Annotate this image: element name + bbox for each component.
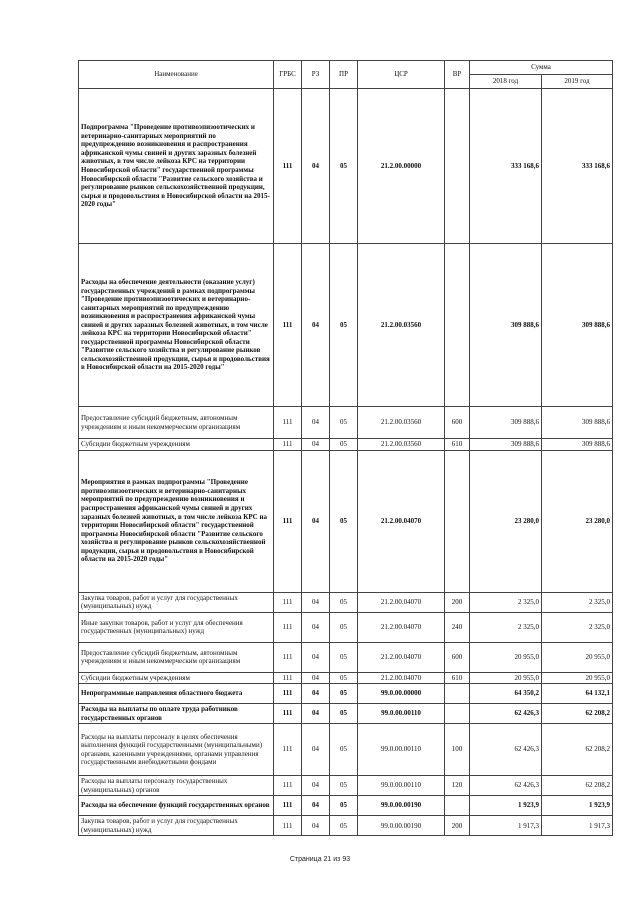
cell-sum-2019: 1 917,3: [542, 816, 613, 836]
cell-rz: 04: [302, 407, 330, 439]
cell-name: Предоставление субсидий бюджетным, автономным учреждениям и иным некоммерческим организациям: [79, 407, 274, 439]
cell-rz: 04: [302, 672, 330, 684]
cell-sum-2019: 64 132,1: [542, 684, 613, 704]
header-rz: РЗ: [302, 61, 330, 89]
cell-rz: 04: [302, 684, 330, 704]
cell-sum-2018: 20 955,0: [470, 672, 542, 684]
table-row: [79, 407, 613, 439]
cell-name: Предоставление субсидий бюджетным, автономным учреждениям и иным некоммерческим организациям: [79, 642, 274, 672]
cell-vr: 100: [445, 724, 470, 776]
table-row: [79, 724, 613, 776]
cell-sum-2018: 20 955,0: [470, 642, 542, 672]
cell-name: Субсидии бюджетным учреждениям: [79, 439, 274, 451]
cell-grbs: 111: [274, 684, 302, 704]
header-sum: Сумма: [470, 61, 613, 75]
cell-vr: [445, 796, 470, 816]
cell-sum-2019: 20 955,0: [542, 672, 613, 684]
cell-csr: 99.0.00.00110: [358, 724, 445, 776]
cell-pr: 05: [330, 407, 358, 439]
cell-grbs: 111: [274, 776, 302, 796]
cell-grbs: 111: [274, 244, 302, 407]
cell-name: Расходы на выплаты персоналу государственных (муниципальных) органов: [79, 776, 274, 796]
cell-rz: 04: [302, 89, 330, 244]
cell-csr: 21.2.00.03560: [358, 439, 445, 451]
cell-name: Расходы на обеспечение деятельности (оказание услуг) государственных учреждений в рамках подпрограммы "Проведение противоэпизоотических и ветеринарно-санитарных мероприятий по предупреждению возникновения и распространения африканской чумы свиней и других заразных болезней животных, в том числе лейкоза КРС на территории Новосибирской области" государственной программы Новосибирской области "Развитие сельского хозяйства и регулирование рынков сельскохозяйственной продукции, сырья и продовольствия в Новосибирской области на 2015-2020 годы": [79, 244, 274, 407]
cell-sum-2018: 2 325,0: [470, 592, 542, 612]
cell-pr: 05: [330, 89, 358, 244]
table-row: [79, 672, 613, 684]
cell-sum-2019: 20 955,0: [542, 642, 613, 672]
cell-pr: 05: [330, 796, 358, 816]
cell-rz: 04: [302, 244, 330, 407]
header-vr: ВР: [445, 61, 470, 89]
cell-grbs: 111: [274, 612, 302, 642]
table-row: [79, 776, 613, 796]
cell-grbs: 111: [274, 672, 302, 684]
cell-grbs: 111: [274, 816, 302, 836]
cell-rz: 04: [302, 724, 330, 776]
table-row: [79, 684, 613, 704]
cell-vr: 600: [445, 407, 470, 439]
cell-sum-2018: 62 426,3: [470, 776, 542, 796]
cell-pr: 05: [330, 439, 358, 451]
cell-vr: 600: [445, 642, 470, 672]
header-name: Наименование: [79, 61, 274, 89]
cell-sum-2018: 23 280,0: [470, 450, 542, 592]
cell-vr: 120: [445, 776, 470, 796]
cell-vr: [445, 89, 470, 244]
cell-pr: 05: [330, 724, 358, 776]
cell-sum-2019: 62 208,2: [542, 724, 613, 776]
cell-csr: 21.2.00.00000: [358, 89, 445, 244]
table-row: [79, 816, 613, 836]
cell-rz: 04: [302, 439, 330, 451]
cell-sum-2019: 1 923,9: [542, 796, 613, 816]
cell-grbs: 111: [274, 642, 302, 672]
cell-pr: 05: [330, 450, 358, 592]
cell-csr: 21.2.00.03560: [358, 407, 445, 439]
cell-sum-2018: 64 350,2: [470, 684, 542, 704]
cell-sum-2018: 309 888,6: [470, 244, 542, 407]
cell-sum-2019: 2 325,0: [542, 592, 613, 612]
cell-sum-2019: 23 280,0: [542, 450, 613, 592]
cell-csr: 99.0.00.00110: [358, 776, 445, 796]
cell-sum-2018: 333 168,6: [470, 89, 542, 244]
page-footer: Страница 21 из 93: [289, 856, 351, 863]
cell-name: Расходы на выплаты по оплате труда работников государственных органов: [79, 704, 274, 724]
cell-name: Мероприятия в рамках подпрограммы "Проведение противоэпизоотических и ветеринарно-санитарных мероприятий по предупреждению возникновения и распространения африканской чумы свиней и других заразных болезней животных, в том числе лейкоза КРС на территории Новосибирской области" государственной программы Новосибирской области "Развитие сельского хозяйства и регулирование рынков сельскохозяйственной продукции, сырья и продовольствия в Новосибирской области на 2015-2020 годы": [79, 450, 274, 592]
header-2018: 2018 год: [470, 75, 542, 89]
cell-sum-2019: 333 168,6: [542, 89, 613, 244]
cell-sum-2019: 62 208,2: [542, 704, 613, 724]
cell-name: Расходы на выплаты персоналу в целях обеспечения выполнения функций государственными (муниципальными) органами, казенными учреждениями, органами управления государственными внебюджетными фондами: [79, 724, 274, 776]
cell-csr: 21.2.00.04070: [358, 612, 445, 642]
cell-grbs: 111: [274, 704, 302, 724]
table-row: [79, 89, 613, 244]
cell-grbs: 111: [274, 724, 302, 776]
cell-name: Закупка товаров, работ и услуг для государственных (муниципальных) нужд: [79, 816, 274, 836]
cell-csr: 99.0.00.00000: [358, 684, 445, 704]
cell-name: Непрограммные направления областного бюджета: [79, 684, 274, 704]
cell-vr: [445, 244, 470, 407]
cell-rz: 04: [302, 704, 330, 724]
cell-grbs: 111: [274, 592, 302, 612]
cell-vr: [445, 704, 470, 724]
cell-pr: 05: [330, 684, 358, 704]
cell-grbs: 111: [274, 89, 302, 244]
cell-vr: [445, 684, 470, 704]
table-row: [79, 450, 613, 592]
cell-grbs: 111: [274, 407, 302, 439]
cell-csr: 21.2.00.03560: [358, 244, 445, 407]
cell-rz: 04: [302, 776, 330, 796]
cell-csr: 21.2.00.04070: [358, 672, 445, 684]
cell-grbs: 111: [274, 796, 302, 816]
cell-rz: 04: [302, 816, 330, 836]
cell-rz: 04: [302, 592, 330, 612]
cell-vr: [445, 450, 470, 592]
cell-pr: 05: [330, 642, 358, 672]
cell-name: Подпрограмма "Проведение противоэпизоотических и ветеринарно-санитарных мероприятий по предупреждению возникновения и распространения африканской чумы свиней и других заразных болезней животных, в том числе лейкоза КРС на территории Новосибирской области" государственной программы Новосибирской области "Развитие сельского хозяйства и регулирование рынков сельскохозяйственной продукции, сырья и продовольствия в Новосибирской области на 2015-2020 годы": [79, 89, 274, 244]
cell-sum-2019: 309 888,6: [542, 439, 613, 451]
table-row: [79, 439, 613, 451]
cell-rz: 04: [302, 450, 330, 592]
cell-sum-2019: 309 888,6: [542, 244, 613, 407]
cell-sum-2018: 309 888,6: [470, 439, 542, 451]
cell-vr: 200: [445, 816, 470, 836]
cell-pr: 05: [330, 244, 358, 407]
cell-rz: 04: [302, 612, 330, 642]
cell-name: Иные закупки товаров, работ и услуг для обеспечения государственных (муниципальных) нужд: [79, 612, 274, 642]
cell-sum-2018: 309 888,6: [470, 407, 542, 439]
cell-csr: 99.0.00.00110: [358, 704, 445, 724]
cell-rz: 04: [302, 642, 330, 672]
cell-csr: 21.2.00.04070: [358, 642, 445, 672]
cell-sum-2018: 1 917,3: [470, 816, 542, 836]
table-row: [79, 244, 613, 407]
cell-vr: 240: [445, 612, 470, 642]
header-csr: ЦСР: [358, 61, 445, 89]
cell-csr: 99.0.00.00190: [358, 816, 445, 836]
cell-pr: 05: [330, 704, 358, 724]
cell-vr: 200: [445, 592, 470, 612]
cell-grbs: 111: [274, 439, 302, 451]
cell-pr: 05: [330, 776, 358, 796]
header-grbs: ГРБС: [274, 61, 302, 89]
cell-vr: 610: [445, 672, 470, 684]
cell-sum-2018: 62 426,3: [470, 704, 542, 724]
cell-csr: 21.2.00.04070: [358, 592, 445, 612]
table-row: [79, 704, 613, 724]
cell-sum-2018: 62 426,3: [470, 724, 542, 776]
cell-pr: 05: [330, 672, 358, 684]
table-row: [79, 796, 613, 816]
cell-sum-2018: 1 923,9: [470, 796, 542, 816]
cell-pr: 05: [330, 816, 358, 836]
table-row: [79, 592, 613, 612]
table-row: [79, 642, 613, 672]
cell-pr: 05: [330, 612, 358, 642]
table-row: [79, 612, 613, 642]
cell-rz: 04: [302, 796, 330, 816]
budget-table: [78, 60, 613, 836]
cell-csr: 99.0.00.00190: [358, 796, 445, 816]
cell-csr: 21.2.00.04070: [358, 450, 445, 592]
header-2019: 2019 год: [542, 75, 613, 89]
cell-pr: 05: [330, 592, 358, 612]
cell-sum-2019: 2 325,0: [542, 612, 613, 642]
cell-vr: 610: [445, 439, 470, 451]
cell-name: Субсидии бюджетным учреждениям: [79, 672, 274, 684]
header-pr: ПР: [330, 61, 358, 89]
cell-name: Расходы на обеспечение функций государственных органов: [79, 796, 274, 816]
cell-sum-2019: 309 888,6: [542, 407, 613, 439]
cell-sum-2018: 2 325,0: [470, 612, 542, 642]
cell-sum-2019: 62 208,2: [542, 776, 613, 796]
cell-grbs: 111: [274, 450, 302, 592]
cell-name: Закупка товаров, работ и услуг для государственных (муниципальных) нужд: [79, 592, 274, 612]
